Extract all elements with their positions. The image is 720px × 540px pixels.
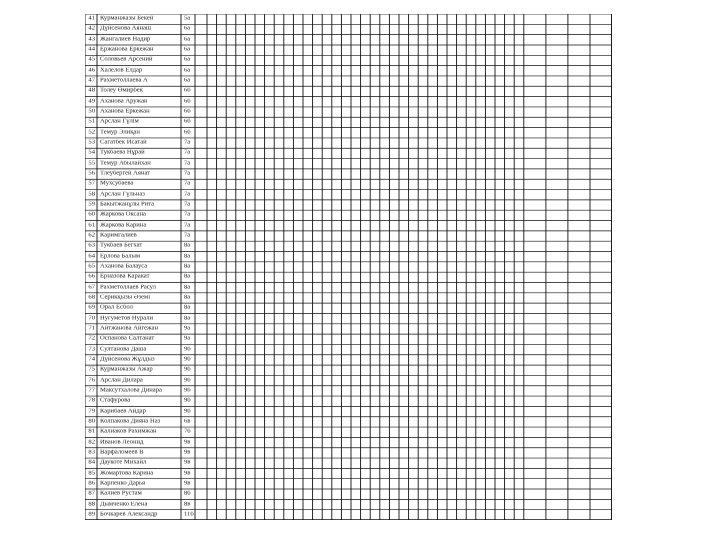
row-number: 84	[88, 459, 95, 466]
student-name: Рахметоллаев Расул	[100, 284, 156, 291]
student-name: Нугуметов Нурали	[100, 315, 154, 322]
row-number: 77	[88, 387, 95, 394]
student-name: Курманжазы Ажар	[100, 366, 153, 373]
row-number: 78	[88, 397, 95, 404]
row-number: 73	[88, 346, 95, 353]
class-label: 9в	[184, 480, 191, 487]
class-label: 7а	[184, 191, 191, 198]
row-number: 83	[88, 449, 95, 456]
class-label: 7а	[184, 160, 191, 167]
class-label: 6а	[184, 26, 191, 33]
row-number: 52	[88, 129, 95, 136]
row-number: 49	[88, 98, 95, 105]
student-name: Колпакова Дияна Наз	[100, 418, 161, 425]
student-name: Даукоте Михайл	[100, 459, 147, 466]
student-name: Аханова Еркежан	[100, 108, 150, 115]
class-label: 8а	[184, 263, 191, 270]
class-label: 9в	[184, 459, 191, 466]
row-number: 68	[88, 294, 95, 301]
class-label: 6б	[184, 88, 191, 95]
student-name: Толеу Өмирбек	[100, 88, 143, 95]
row-number: 51	[88, 119, 95, 126]
student-name: Тлеубергей Аянат	[100, 170, 151, 177]
class-label: 7а	[184, 139, 191, 146]
row-number: 79	[88, 408, 95, 415]
row-number: 69	[88, 305, 95, 311]
student-name: Варфаломеев В	[100, 449, 144, 456]
class-label: 6а	[184, 46, 191, 53]
row-number: 64	[88, 253, 95, 260]
row-number: 42	[88, 26, 95, 33]
row-number: 80	[88, 418, 95, 425]
class-label: 8а	[184, 243, 191, 250]
attendance-sheet	[85, 14, 612, 520]
row-number: 67	[88, 284, 95, 291]
row-number: 47	[88, 77, 95, 84]
student-name: Калиаков Рахимжан	[100, 428, 157, 435]
student-name: Каримгалиев	[100, 232, 137, 239]
student-name: Иванов Леонид	[100, 439, 144, 446]
student-name: Мухсубаева	[100, 181, 134, 188]
student-name: Тукбаева Нұрай	[100, 150, 145, 157]
student-name: Карибаев Айдар	[100, 408, 146, 415]
student-name: Соловьев Арсений	[100, 57, 153, 64]
student-name: Аханова Аружан	[100, 98, 148, 105]
class-label: 6б	[184, 119, 191, 126]
student-name: Курманжазы Бекей	[100, 15, 154, 22]
class-label: 6а	[184, 57, 191, 64]
class-label: 8а	[184, 284, 191, 291]
student-name: Рахметоллаева А	[100, 77, 148, 84]
row-number: 70	[88, 315, 95, 322]
row-number: 53	[88, 139, 95, 146]
class-label: 7а	[184, 232, 191, 239]
class-label: 8в	[184, 501, 191, 508]
row-number: 54	[88, 150, 95, 157]
class-label: 6а	[184, 77, 191, 84]
class-label: 6б	[184, 108, 191, 115]
class-label: 9б	[184, 408, 191, 415]
row-number: 48	[88, 88, 95, 95]
row-number: 45	[88, 57, 95, 64]
row-number: 55	[88, 160, 95, 167]
student-name: Арслан Дилара	[100, 377, 143, 384]
student-name: Стафурова	[100, 397, 131, 404]
class-label: 6в	[184, 418, 191, 425]
class-label: 9б	[184, 377, 191, 384]
row-number: 58	[88, 191, 95, 198]
row-number: 66	[88, 274, 95, 281]
class-label: 9в	[184, 439, 191, 446]
student-name: Халелов Елдар	[100, 67, 143, 74]
class-label: 8а	[184, 305, 191, 311]
student-name: Дүйсенова Аянаш	[100, 26, 152, 33]
row-number: 60	[88, 212, 95, 219]
student-name: Арслан Гүлім	[100, 119, 139, 126]
row-number: 85	[88, 470, 95, 477]
row-number: 41	[88, 15, 95, 22]
student-name: Темур Элиқан	[100, 129, 140, 136]
student-name: Серикқызы Әземі	[100, 294, 151, 301]
row-number: 50	[88, 108, 95, 115]
class-label: 6б	[184, 98, 191, 105]
row-number: 74	[88, 356, 95, 363]
student-name: Бакытжанұлы Рита	[100, 201, 155, 208]
student-name: Карпенко Дарья	[100, 480, 146, 487]
class-label: 9б	[184, 356, 191, 363]
row-number: 72	[88, 335, 95, 342]
row-number: 87	[88, 490, 95, 497]
class-label: 7а	[184, 181, 191, 188]
class-label: 8а	[184, 294, 191, 301]
student-name: Жаркова Оксана	[100, 212, 146, 219]
class-label: 5а	[184, 15, 191, 22]
row-number: 81	[88, 428, 95, 435]
student-name: Дүйсенова Жұлдыз	[100, 356, 155, 363]
class-label: 6б	[184, 129, 191, 136]
class-label: 9б	[184, 397, 191, 404]
class-label: 11б	[184, 511, 194, 518]
class-label: 7а	[184, 212, 191, 219]
class-label: 7а	[184, 222, 191, 229]
class-label: 9б	[184, 366, 191, 373]
class-label: 9в	[184, 449, 191, 456]
row-number: 61	[88, 222, 95, 229]
student-name: Орал Есбол	[100, 305, 133, 311]
row-number: 44	[88, 46, 95, 53]
student-name: Ерлова Балым	[100, 253, 141, 260]
class-label: 7а	[184, 150, 191, 157]
row-number: 59	[88, 201, 95, 208]
row-number: 46	[88, 67, 95, 74]
student-name: Ерназова Каракат	[100, 274, 150, 281]
row-number: 57	[88, 181, 95, 188]
row-number: 65	[88, 263, 95, 270]
student-name: Сагатбек Исатай	[100, 139, 147, 146]
class-label: 8а	[184, 253, 191, 260]
class-label: 9б	[184, 346, 191, 353]
class-label: 7а	[184, 201, 191, 208]
class-label: 9а	[184, 335, 191, 342]
row-number: 56	[88, 170, 95, 177]
student-name: Максутхалова Динара	[100, 387, 162, 394]
row-number: 86	[88, 480, 95, 487]
class-label: 9б	[184, 387, 191, 394]
class-label: 6а	[184, 36, 191, 43]
student-name: Султанова Даша	[100, 346, 147, 353]
class-label: 9в	[184, 470, 191, 477]
row-number: 89	[88, 511, 95, 518]
student-name: Жангалиев Надир	[100, 36, 151, 43]
row-number: 76	[88, 377, 95, 384]
student-name: Дымченко Елена	[100, 501, 148, 508]
class-label: 8б	[184, 490, 191, 497]
class-label: 7а	[184, 170, 191, 177]
row-number: 63	[88, 243, 95, 250]
row-number: 88	[88, 501, 95, 508]
class-label: 6а	[184, 67, 191, 74]
student-name: Ержанова Еркежан	[100, 46, 154, 53]
class-label: 9а	[184, 325, 191, 332]
student-name: Темур Абылайхан	[100, 160, 151, 167]
student-name: Бочкарев Александр	[100, 511, 158, 518]
class-label: 7б	[184, 428, 191, 435]
class-label: 8а	[184, 315, 191, 322]
student-name: Айтжанова Айгежан	[100, 325, 159, 332]
student-name: Жаркова Карина	[100, 222, 147, 229]
class-label: 8а	[184, 274, 191, 281]
student-name: Аханова Балауса	[100, 263, 148, 270]
student-name: Оспанова Салтанат	[100, 335, 155, 342]
student-name: Калиев Рустам	[100, 490, 142, 497]
student-name: Жомартова Карина	[100, 470, 154, 477]
row-number: 43	[88, 36, 95, 43]
row-number: 82	[88, 439, 95, 446]
student-name: Арслан Гүльназ	[100, 191, 145, 198]
row-number: 75	[88, 366, 95, 373]
student-name: Тукбаев Бегхат	[100, 243, 143, 250]
row-number: 71	[88, 325, 95, 332]
row-number: 62	[88, 232, 95, 239]
